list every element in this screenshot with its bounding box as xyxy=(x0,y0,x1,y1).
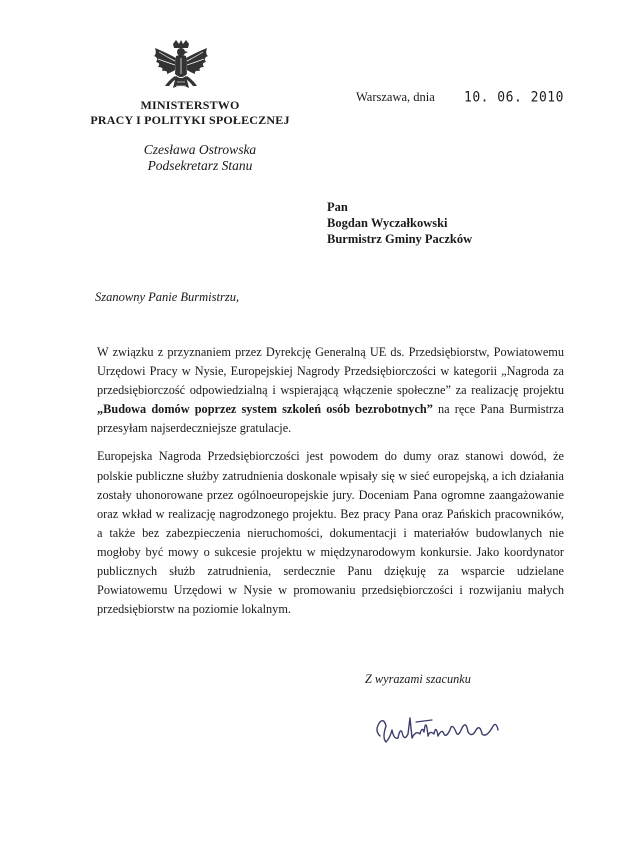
date-stamp: 10. 06. 2010 xyxy=(464,89,564,106)
ministry-name xyxy=(60,98,320,128)
addressee-line1: Pan xyxy=(327,200,348,214)
addressee-title: Burmistrz Gminy Paczków xyxy=(327,232,473,246)
dateline-place: Warszawa, dnia xyxy=(356,90,435,104)
project-name: „Budowa domów poprzez system szkoleń osób bezrobotnych” xyxy=(97,402,433,417)
ministry-line2: PRACY I POLITYKI SPOŁECZNEJ xyxy=(90,113,290,127)
addressee-name: Bogdan Wyczałkowski xyxy=(327,216,448,230)
ministry-line1: MINISTERSTWO xyxy=(140,98,240,112)
dateline xyxy=(356,90,564,105)
handwritten-signature-icon xyxy=(372,708,522,748)
body-paragraph-1-text-b: na ręce Pana Burmistrza przesyłam najserdeczniejsze gratulacje. xyxy=(97,402,564,436)
letter-body xyxy=(97,343,564,628)
body-paragraph-2: Europejska Nagroda Przedsiębiorczości jest powodem do dumy oraz stanowi dowód, że polskie publiczne służby zatrudnienia doskonale wpisały się w sieć europejską, a ich działania zostały uhonorowane przez ogólnoeuropejskie jury. Doceniam Pana ogromne zaangażowanie oraz wkład w realizację nagrodzonego projektu. Bez pracy Pana oraz Pańskich pracowników, a także bez zabezpieczenia nieruchomości, dokumentacji i materiałów budowlanych nie mogłoby być mowy o sukcesie projektu w międzynarodowym konkursie. Jako koordynator publicznych służb zatrudnienia, serdecznie Panu dziękuję za wsparcie udzielane Powiatowemu Urzędowi w Nysie w promowaniu przedsiębiorczości i rozwijaniu małych przedsiębiorstw na poziomie lokalnym. xyxy=(97,449,564,617)
body-paragraph-1 xyxy=(97,343,564,438)
salutation: Szanowny Panie Burmistrzu, xyxy=(95,290,240,304)
official-block xyxy=(100,142,300,174)
closing: Z wyrazami szacunku xyxy=(365,672,471,686)
polish-eagle-emblem-icon xyxy=(151,40,211,96)
body-paragraph-1-text-a: W związku z przyznaniem przez Dyrekcję Generalną UE ds. Przedsiębiorstw, Powiatowemu Urzędowi Pracy w Nysie, Europejskiej Nagrody Przedsiębiorczości w kategorii „Nagroda za przedsiębiorczość odpowiedzialną i wspierającą włączenie społeczne” za realizację projektu xyxy=(97,345,564,398)
official-title: Podsekretarz Stanu xyxy=(147,158,253,173)
official-name: Czesława Ostrowska xyxy=(143,142,257,157)
addressee-block xyxy=(327,199,472,247)
